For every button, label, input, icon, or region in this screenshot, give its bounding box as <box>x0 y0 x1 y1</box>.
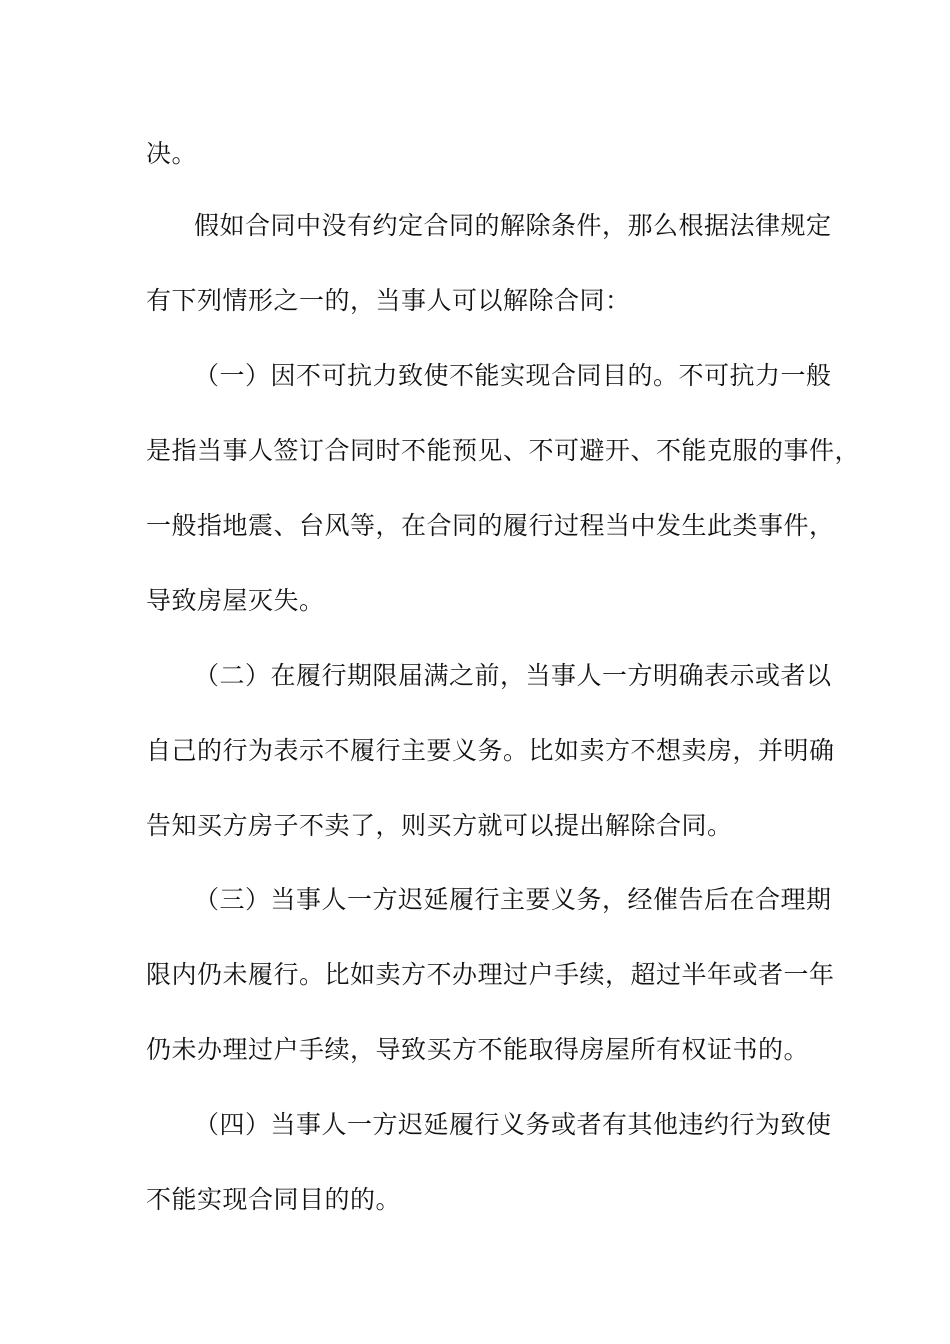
item-1-line-2: 是指当事人签订合同时不能预见、不可避开、不能克服的事件， <box>146 436 861 465</box>
item-4-line-2: 不能实现合同目的的。 <box>146 1185 402 1214</box>
item-3-line-1: （三）当事人一方迟延履行主要义务，经催告后在合理期 <box>194 885 832 914</box>
text-line-1: 决。 <box>146 139 198 168</box>
item-2-line-1: （二）在履行期限届满之前，当事人一方明确表示或者以 <box>194 661 832 690</box>
item-4-line-1: （四）当事人一方迟延履行义务或者有其他违约行为致使 <box>194 1110 832 1139</box>
item-1-line-1: （一）因不可抗力致使不能实现合同目的。不可抗力一般 <box>194 361 832 390</box>
paragraph-intro-line-1: 假如合同中没有约定合同的解除条件，那么根据法律规定 <box>194 211 832 240</box>
item-1-line-3: 一般指地震、台风等，在合同的履行过程当中发生此类事件， <box>146 511 835 540</box>
item-2-line-2: 自己的行为表示不履行主要义务。比如卖方不想卖房，并明确 <box>146 736 835 765</box>
item-2-line-3: 告知买方房子不卖了，则买方就可以提出解除合同。 <box>146 811 733 840</box>
item-1-line-4: 导致房屋灭失。 <box>146 586 325 615</box>
paragraph-intro-line-2: 有下列情形之一的，当事人可以解除合同： <box>146 286 631 315</box>
item-3-line-2: 限内仍未履行。比如卖方不办理过户手续，超过半年或者一年 <box>146 960 835 989</box>
item-3-line-3: 仍未办理过户手续，导致买方不能取得房屋所有权证书的。 <box>146 1035 810 1064</box>
